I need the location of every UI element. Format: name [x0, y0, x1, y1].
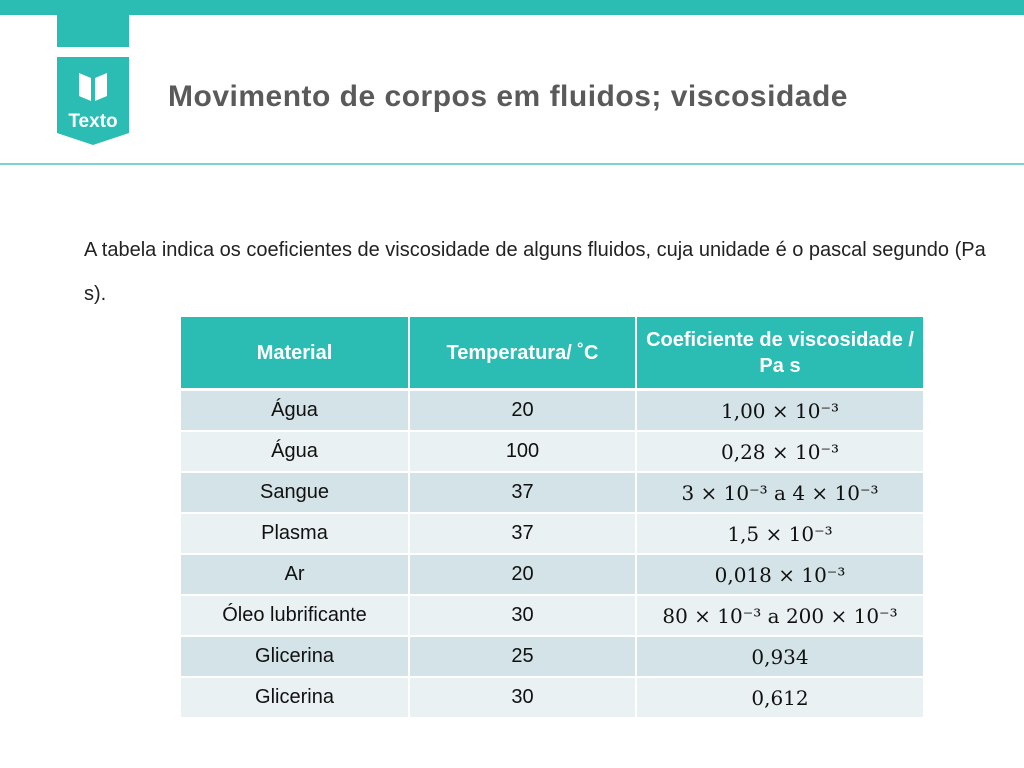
top-accent-bar [0, 0, 1024, 15]
cell-coefficient: 1,5 × 10⁻³ [636, 513, 923, 554]
intro-text: A tabela indica os coeficientes de viscosidade de alguns fluidos, cuja unidade é o pascal segundo (Pa s). [84, 239, 986, 305]
table-header-row [181, 317, 923, 390]
cell-material: Glicerina [181, 677, 409, 718]
cell-temperature: 30 [409, 677, 636, 718]
table-row [181, 595, 923, 636]
table-row [181, 636, 923, 677]
cell-material: Óleo lubrificante [181, 595, 409, 636]
table-row [181, 431, 923, 472]
logo-text: Texto [68, 111, 118, 132]
cell-coefficient: 3 × 10⁻³ a 4 × 10⁻³ [636, 472, 923, 513]
cell-material: Sangue [181, 472, 409, 513]
table-row [181, 390, 923, 432]
header-material: Material [181, 317, 409, 390]
cell-temperature: 20 [409, 554, 636, 595]
header-divider [0, 163, 1024, 165]
table-row [181, 677, 923, 718]
viscosity-table [181, 317, 923, 719]
texto-logo [57, 15, 129, 145]
cell-temperature: 37 [409, 513, 636, 554]
cell-material: Plasma [181, 513, 409, 554]
page-title: Movimento de corpos em fluidos; viscosidade [168, 80, 848, 113]
cell-coefficient: 0,28 × 10⁻³ [636, 431, 923, 472]
cell-temperature: 37 [409, 472, 636, 513]
cell-temperature: 30 [409, 595, 636, 636]
header-coefficient: Coeficiente de viscosidade / Pa s [636, 317, 923, 390]
header-temperature: Temperatura/ ˚C [409, 317, 636, 390]
table-row [181, 513, 923, 554]
cell-coefficient: 0,612 [636, 677, 923, 718]
cell-coefficient: 1,00 × 10⁻³ [636, 390, 923, 432]
cell-temperature: 25 [409, 636, 636, 677]
cell-coefficient: 80 × 10⁻³ a 200 × 10⁻³ [636, 595, 923, 636]
cell-temperature: 20 [409, 390, 636, 432]
cell-temperature: 100 [409, 431, 636, 472]
cell-material: Água [181, 390, 409, 432]
cell-coefficient: 0,018 × 10⁻³ [636, 554, 923, 595]
cell-material: Glicerina [181, 636, 409, 677]
table-row [181, 472, 923, 513]
table-row [181, 554, 923, 595]
cell-material: Ar [181, 554, 409, 595]
cell-coefficient: 0,934 [636, 636, 923, 677]
cell-material: Água [181, 431, 409, 472]
